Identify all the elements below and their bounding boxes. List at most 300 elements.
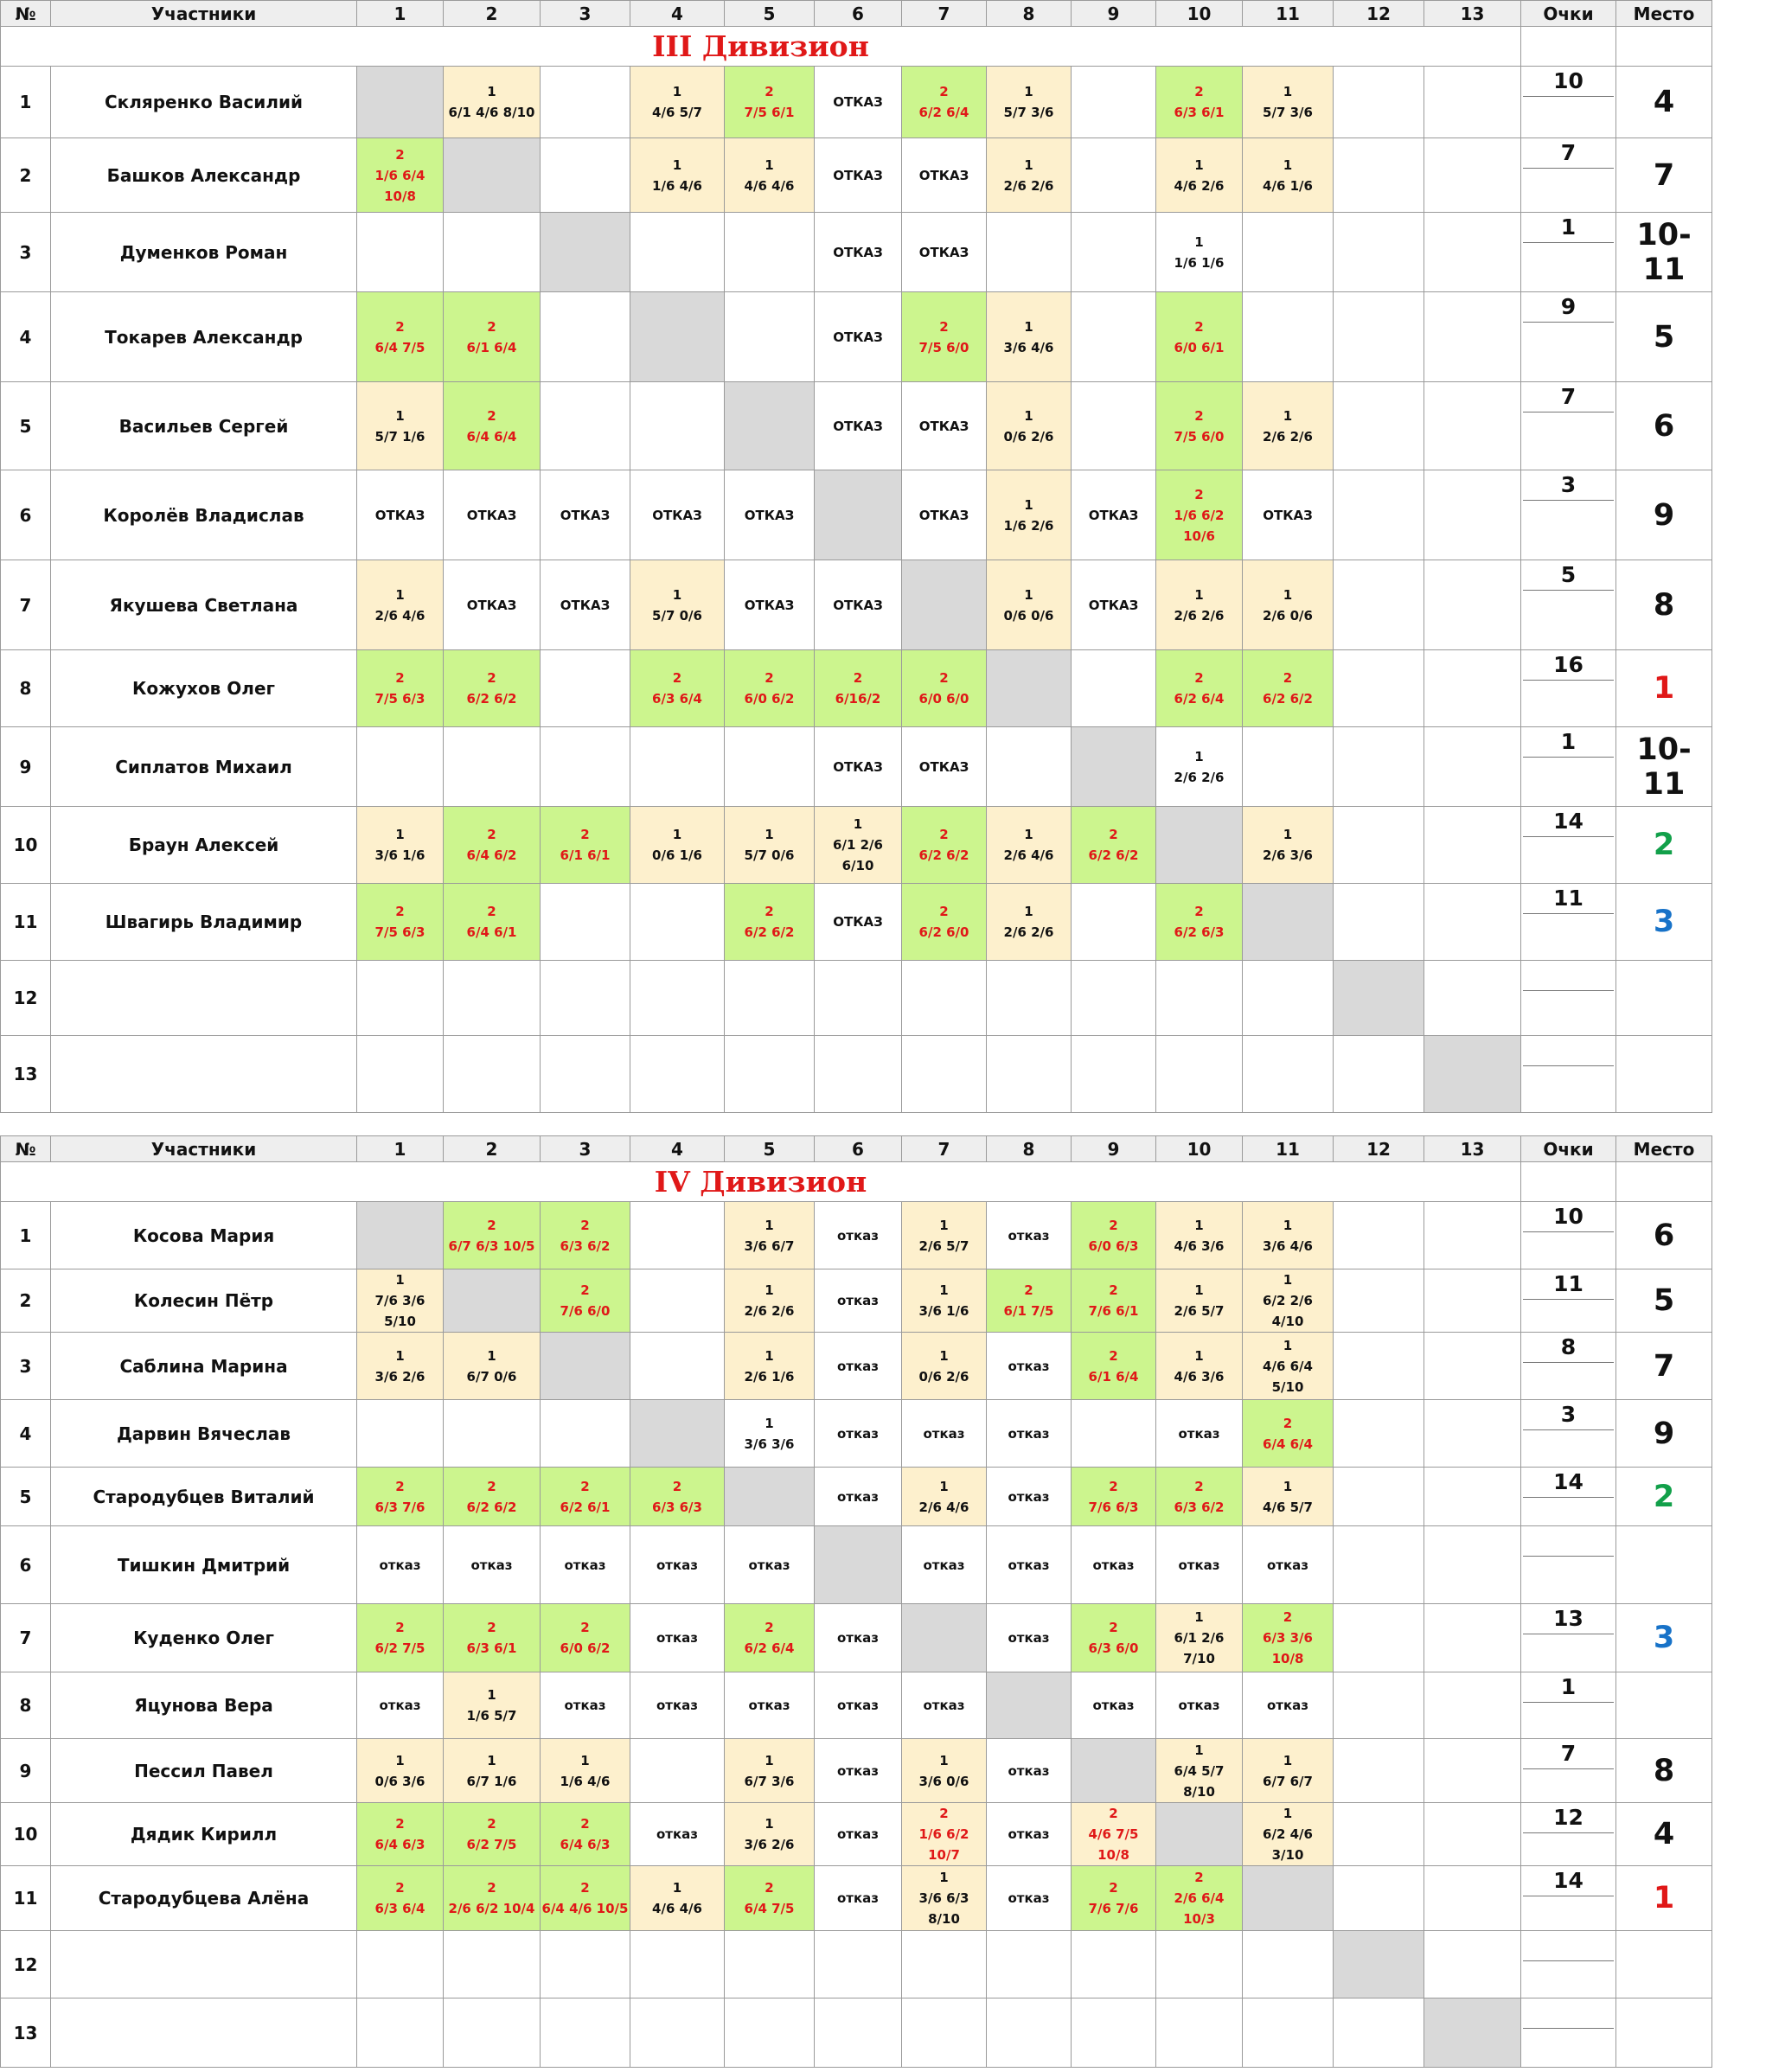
match-cell-4: отказ	[630, 1604, 725, 1672]
match-cell-5: 1 4/6 4/6	[725, 138, 815, 213]
match-cell-1: 1 2/6 4/6	[357, 560, 444, 650]
participant-name: Васильев Сергей	[51, 382, 357, 470]
match-cell-10	[1156, 1931, 1243, 1998]
points-value: 7	[1523, 138, 1614, 169]
match-cell-2: 1 6/7 0/6	[444, 1333, 541, 1400]
table-row	[1, 1526, 1712, 1604]
match-cell-6: ОТКАЗ	[815, 67, 902, 138]
match-cell-12	[1334, 292, 1424, 382]
match-cell-6: отказ	[815, 1468, 902, 1526]
points-value: 16	[1523, 650, 1614, 681]
match-cell-6: ОТКАЗ	[815, 138, 902, 213]
points-value: 14	[1523, 1866, 1614, 1896]
match-cell-4: 1 5/7 0/6	[630, 560, 725, 650]
participant-name: Косова Мария	[51, 1202, 357, 1269]
match-cell-12	[1334, 1672, 1424, 1739]
match-cell-11: 1 4/6 5/7	[1243, 1468, 1334, 1526]
place-value	[1616, 961, 1712, 1036]
match-cell-10: 2 1/6 6/2 10/6	[1156, 470, 1243, 560]
match-cell-5: 1 3/6 3/6	[725, 1400, 815, 1468]
table-row	[1, 961, 1712, 1036]
match-cell-8: 1 2/6 2/6	[987, 884, 1072, 961]
match-cell-10	[1156, 1803, 1243, 1866]
match-cell-10: 1 6/4 5/7 8/10	[1156, 1739, 1243, 1803]
match-cell-11	[1243, 1866, 1334, 1931]
match-cell-4	[630, 1931, 725, 1998]
participant-name: Браун Алексей	[51, 807, 357, 884]
row-number: 4	[1, 1400, 51, 1468]
match-cell-12	[1334, 1739, 1424, 1803]
match-cell-13	[1424, 1672, 1521, 1739]
participant-name: Дядик Кирилл	[51, 1803, 357, 1866]
match-cell-12	[1334, 1400, 1424, 1468]
match-cell-11: 1 5/7 3/6	[1243, 67, 1334, 138]
header-col-9: 9	[1072, 1, 1156, 27]
match-cell-9	[1072, 382, 1156, 470]
match-cell-8	[987, 1036, 1072, 1113]
match-cell-7	[902, 1998, 987, 2068]
header-col-1: 1	[357, 1, 444, 27]
match-cell-10: отказ	[1156, 1672, 1243, 1739]
match-cell-6	[815, 470, 902, 560]
match-cell-11	[1243, 292, 1334, 382]
match-cell-12	[1334, 1526, 1424, 1604]
header-col-7: 7	[902, 1, 987, 27]
header-col-9: 9	[1072, 1136, 1156, 1162]
place-value: 1	[1616, 1866, 1712, 1931]
match-cell-1: 2 6/2 7/5	[357, 1604, 444, 1672]
match-cell-4	[630, 1036, 725, 1113]
match-cell-2: 2 2/6 6/2 10/4	[444, 1866, 541, 1931]
match-cell-2: 2 6/4 6/4	[444, 382, 541, 470]
match-cell-1	[357, 1036, 444, 1113]
match-cell-12	[1334, 1604, 1424, 1672]
match-cell-2: ОТКАЗ	[444, 560, 541, 650]
header-col-3: 3	[541, 1, 630, 27]
match-cell-10: 1 4/6 3/6	[1156, 1333, 1243, 1400]
match-cell-6: ОТКАЗ	[815, 213, 902, 292]
match-cell-8: 1 2/6 4/6	[987, 807, 1072, 884]
points-value: 13	[1523, 1604, 1614, 1634]
participant-name	[51, 1998, 357, 2068]
table-row	[1, 1202, 1712, 1269]
table-row	[1, 1036, 1712, 1113]
table-row	[1, 213, 1712, 292]
match-cell-2: 1 6/1 4/6 8/10	[444, 67, 541, 138]
match-cell-5: 2 6/4 7/5	[725, 1866, 815, 1931]
match-cell-13	[1424, 138, 1521, 213]
table-row	[1, 1931, 1712, 1998]
match-cell-9	[1072, 961, 1156, 1036]
match-cell-11: 1 4/6 6/4 5/10	[1243, 1333, 1334, 1400]
header-col-13: 13	[1424, 1, 1521, 27]
match-cell-10: 1 2/6 2/6	[1156, 727, 1243, 807]
match-cell-9	[1072, 1998, 1156, 2068]
points-value: 1	[1523, 213, 1614, 243]
match-cell-8: отказ	[987, 1526, 1072, 1604]
match-cell-1: 2 7/5 6/3	[357, 650, 444, 727]
match-cell-9	[1072, 884, 1156, 961]
match-cell-10: 1 1/6 1/6	[1156, 213, 1243, 292]
place-value: 6	[1616, 382, 1712, 470]
match-cell-8: отказ	[987, 1866, 1072, 1931]
match-cell-9	[1072, 1931, 1156, 1998]
table-row	[1, 1866, 1712, 1931]
match-cell-11	[1243, 727, 1334, 807]
points-value: 10	[1523, 1202, 1614, 1232]
match-cell-10: 1 4/6 2/6	[1156, 138, 1243, 213]
match-cell-13	[1424, 650, 1521, 727]
match-cell-7: отказ	[902, 1672, 987, 1739]
match-cell-4: ОТКАЗ	[630, 470, 725, 560]
table-row	[1, 727, 1712, 807]
match-cell-8	[987, 1998, 1072, 2068]
place-value	[1616, 1931, 1712, 1998]
place-value: 10-11	[1616, 727, 1712, 807]
match-cell-1	[357, 1931, 444, 1998]
table-row	[1, 1803, 1712, 1866]
match-cell-9	[1072, 1036, 1156, 1113]
points-value: 14	[1523, 1468, 1614, 1498]
points-cell	[1521, 138, 1616, 213]
place-value: 4	[1616, 1803, 1712, 1866]
title-place-cell	[1616, 1162, 1712, 1202]
match-cell-8: 1 0/6 2/6	[987, 382, 1072, 470]
match-cell-1: 2 1/6 6/4 10/8	[357, 138, 444, 213]
match-cell-12	[1334, 1333, 1424, 1400]
match-cell-10: отказ	[1156, 1526, 1243, 1604]
match-cell-5	[725, 292, 815, 382]
match-cell-3	[541, 961, 630, 1036]
header-col-8: 8	[987, 1136, 1072, 1162]
match-cell-3: 2 6/3 6/2	[541, 1202, 630, 1269]
match-cell-9	[1072, 650, 1156, 727]
row-number: 8	[1, 650, 51, 727]
match-cell-1	[357, 67, 444, 138]
match-cell-13	[1424, 1526, 1521, 1604]
match-cell-3: ОТКАЗ	[541, 470, 630, 560]
row-number: 11	[1, 884, 51, 961]
match-cell-7	[902, 961, 987, 1036]
match-cell-12	[1334, 382, 1424, 470]
match-cell-3: 2 6/1 6/1	[541, 807, 630, 884]
participant-name: Кожухов Олег	[51, 650, 357, 727]
match-cell-11	[1243, 884, 1334, 961]
match-cell-13	[1424, 382, 1521, 470]
row-number: 5	[1, 382, 51, 470]
points-cell	[1521, 67, 1616, 138]
title-place-cell	[1616, 27, 1712, 67]
match-cell-1: отказ	[357, 1526, 444, 1604]
match-cell-11: ОТКАЗ	[1243, 470, 1334, 560]
match-cell-3: отказ	[541, 1672, 630, 1739]
place-value: 3	[1616, 884, 1712, 961]
points-cell	[1521, 727, 1616, 807]
place-value: 10-11	[1616, 213, 1712, 292]
match-cell-13	[1424, 1202, 1521, 1269]
match-cell-8: 1 1/6 2/6	[987, 470, 1072, 560]
match-cell-11	[1243, 961, 1334, 1036]
match-cell-5: 1 2/6 2/6	[725, 1269, 815, 1333]
match-cell-5: 1 3/6 2/6	[725, 1803, 815, 1866]
match-cell-13	[1424, 1739, 1521, 1803]
participant-name: Пессил Павел	[51, 1739, 357, 1803]
match-cell-12	[1334, 1998, 1424, 2068]
match-cell-11	[1243, 1036, 1334, 1113]
participant-name: Швагирь Владимир	[51, 884, 357, 961]
points-value: 5	[1523, 560, 1614, 591]
header-col-5: 5	[725, 1136, 815, 1162]
match-cell-8: отказ	[987, 1400, 1072, 1468]
match-cell-1: 2 6/4 7/5	[357, 292, 444, 382]
match-cell-2: 1 6/7 1/6	[444, 1739, 541, 1803]
match-cell-8: отказ	[987, 1803, 1072, 1866]
participant-name: Королёв Владислав	[51, 470, 357, 560]
match-cell-9	[1072, 292, 1156, 382]
match-cell-6: отказ	[815, 1333, 902, 1400]
row-number: 13	[1, 1998, 51, 2068]
table-row	[1, 1672, 1712, 1739]
match-cell-3	[541, 1400, 630, 1468]
match-cell-8: отказ	[987, 1333, 1072, 1400]
table-row	[1, 470, 1712, 560]
match-cell-12	[1334, 1931, 1424, 1998]
match-cell-12	[1334, 67, 1424, 138]
points-cell	[1521, 1202, 1616, 1269]
match-cell-5	[725, 1468, 815, 1526]
match-cell-8: отказ	[987, 1604, 1072, 1672]
points-value: 8	[1523, 1333, 1614, 1363]
match-cell-9	[1072, 1400, 1156, 1468]
match-cell-6: отказ	[815, 1400, 902, 1468]
row-number: 4	[1, 292, 51, 382]
match-cell-5: 1 3/6 6/7	[725, 1202, 815, 1269]
match-cell-10: отказ	[1156, 1400, 1243, 1468]
match-cell-2: 2 6/7 6/3 10/5	[444, 1202, 541, 1269]
header-col-13: 13	[1424, 1136, 1521, 1162]
header-col-1: 1	[357, 1136, 444, 1162]
participant-name: Стародубцева Алёна	[51, 1866, 357, 1931]
match-cell-7: отказ	[902, 1526, 987, 1604]
participant-name: Якушева Светлана	[51, 560, 357, 650]
match-cell-13	[1424, 961, 1521, 1036]
match-cell-2: 2 6/1 6/4	[444, 292, 541, 382]
match-cell-5	[725, 382, 815, 470]
points-value: 7	[1523, 382, 1614, 412]
match-cell-7: ОТКАЗ	[902, 213, 987, 292]
row-number: 6	[1, 470, 51, 560]
match-cell-3	[541, 884, 630, 961]
match-cell-2	[444, 1269, 541, 1333]
match-cell-4: отказ	[630, 1803, 725, 1866]
match-cell-2	[444, 138, 541, 213]
match-cell-12	[1334, 1202, 1424, 1269]
match-cell-12	[1334, 1269, 1424, 1333]
match-cell-6: отказ	[815, 1604, 902, 1672]
match-cell-5	[725, 213, 815, 292]
match-cell-4	[630, 727, 725, 807]
participant-name: Дарвин Вячеслав	[51, 1400, 357, 1468]
match-cell-3	[541, 138, 630, 213]
match-cell-12	[1334, 1803, 1424, 1866]
match-cell-2	[444, 1036, 541, 1113]
place-value: 5	[1616, 292, 1712, 382]
header-col-2: 2	[444, 1, 541, 27]
match-cell-12	[1334, 650, 1424, 727]
match-cell-9: 2 6/3 6/0	[1072, 1604, 1156, 1672]
match-cell-10: 1 6/1 2/6 7/10	[1156, 1604, 1243, 1672]
match-cell-9: отказ	[1072, 1526, 1156, 1604]
table-row	[1, 1604, 1712, 1672]
match-cell-10: 2 6/2 6/3	[1156, 884, 1243, 961]
match-cell-3	[541, 1036, 630, 1113]
header-col-6: 6	[815, 1, 902, 27]
match-cell-7: 1 0/6 2/6	[902, 1333, 987, 1400]
match-cell-9: отказ	[1072, 1672, 1156, 1739]
participant-name: Токарев Александр	[51, 292, 357, 382]
table-row	[1, 292, 1712, 382]
match-cell-3	[541, 727, 630, 807]
match-cell-3	[541, 292, 630, 382]
points-cell	[1521, 1604, 1616, 1672]
match-cell-10: 1 4/6 3/6	[1156, 1202, 1243, 1269]
participant-name: Стародубцев Виталий	[51, 1468, 357, 1526]
match-cell-2: 2 6/3 6/1	[444, 1604, 541, 1672]
match-cell-6	[815, 1036, 902, 1113]
match-cell-7: 2 7/5 6/0	[902, 292, 987, 382]
points-cell	[1521, 1269, 1616, 1333]
match-cell-9	[1072, 213, 1156, 292]
points-cell	[1521, 1526, 1616, 1604]
points-cell	[1521, 1468, 1616, 1526]
header-col-10: 10	[1156, 1, 1243, 27]
match-cell-1	[357, 961, 444, 1036]
match-cell-9	[1072, 138, 1156, 213]
match-cell-11	[1243, 1931, 1334, 1998]
match-cell-8: 1 0/6 0/6	[987, 560, 1072, 650]
header-col-12: 12	[1334, 1, 1424, 27]
points-cell	[1521, 1866, 1616, 1931]
table-row	[1, 1400, 1712, 1468]
match-cell-11: 2 6/2 6/2	[1243, 650, 1334, 727]
match-cell-7: 1 3/6 0/6	[902, 1739, 987, 1803]
participant-name	[51, 961, 357, 1036]
points-value: 1	[1523, 727, 1614, 758]
match-cell-1	[357, 213, 444, 292]
division-title: IV Дивизион	[1, 1162, 1521, 1202]
match-cell-8	[987, 727, 1072, 807]
match-cell-11: 1 2/6 3/6	[1243, 807, 1334, 884]
match-cell-12	[1334, 470, 1424, 560]
match-cell-4	[630, 1400, 725, 1468]
match-cell-5	[725, 961, 815, 1036]
match-cell-1: 2 6/4 6/3	[357, 1803, 444, 1866]
match-cell-11: 1 2/6 0/6	[1243, 560, 1334, 650]
match-cell-5	[725, 1036, 815, 1113]
match-cell-13	[1424, 1931, 1521, 1998]
match-cell-9: 2 7/6 7/6	[1072, 1866, 1156, 1931]
match-cell-2: 2 6/4 6/1	[444, 884, 541, 961]
header-col-6: 6	[815, 1136, 902, 1162]
points-value: 7	[1523, 1739, 1614, 1769]
row-number: 9	[1, 1739, 51, 1803]
match-cell-8	[987, 650, 1072, 727]
match-cell-9: 2 7/6 6/1	[1072, 1269, 1156, 1333]
match-cell-8: 1 2/6 2/6	[987, 138, 1072, 213]
match-cell-12	[1334, 1036, 1424, 1113]
match-cell-6: отказ	[815, 1269, 902, 1333]
match-cell-7: 2 6/2 6/2	[902, 807, 987, 884]
match-cell-3: 2 6/4 6/3	[541, 1803, 630, 1866]
points-value	[1523, 1998, 1614, 2029]
match-cell-6: ОТКАЗ	[815, 727, 902, 807]
points-cell	[1521, 292, 1616, 382]
row-number: 6	[1, 1526, 51, 1604]
match-cell-5: ОТКАЗ	[725, 470, 815, 560]
points-value	[1523, 1931, 1614, 1961]
match-cell-5	[725, 1931, 815, 1998]
match-cell-4	[630, 1333, 725, 1400]
match-cell-2	[444, 1400, 541, 1468]
participant-name: Тишкин Дмитрий	[51, 1526, 357, 1604]
match-cell-3	[541, 1333, 630, 1400]
match-cell-3	[541, 1931, 630, 1998]
match-cell-13	[1424, 1036, 1521, 1113]
match-cell-7: ОТКАЗ	[902, 727, 987, 807]
match-cell-6	[815, 1526, 902, 1604]
match-cell-2	[444, 213, 541, 292]
match-cell-2	[444, 961, 541, 1036]
match-cell-12	[1334, 807, 1424, 884]
header-col-11: 11	[1243, 1, 1334, 27]
points-value: 9	[1523, 292, 1614, 323]
match-cell-2	[444, 1998, 541, 2068]
row-number: 3	[1, 213, 51, 292]
match-cell-2: ОТКАЗ	[444, 470, 541, 560]
match-cell-3: 2 7/6 6/0	[541, 1269, 630, 1333]
match-cell-10: 2 2/6 6/4 10/3	[1156, 1866, 1243, 1931]
match-cell-3	[541, 1998, 630, 2068]
match-cell-7: ОТКАЗ	[902, 382, 987, 470]
division-title: III Дивизион	[1, 27, 1521, 67]
match-cell-5: 2 6/2 6/2	[725, 884, 815, 961]
points-cell	[1521, 1931, 1616, 1998]
match-cell-7: отказ	[902, 1400, 987, 1468]
match-cell-10	[1156, 961, 1243, 1036]
points-cell	[1521, 650, 1616, 727]
match-cell-9: 2 4/6 7/5 10/8	[1072, 1803, 1156, 1866]
match-cell-10: 1 2/6 5/7	[1156, 1269, 1243, 1333]
header-participants: Участники	[51, 1136, 357, 1162]
match-cell-2	[444, 1931, 541, 1998]
match-cell-8: 2 6/1 7/5	[987, 1269, 1072, 1333]
participant-name: Скляренко Василий	[51, 67, 357, 138]
division-table-4	[0, 1135, 1712, 2068]
table-row	[1, 650, 1712, 727]
match-cell-13	[1424, 560, 1521, 650]
points-cell	[1521, 382, 1616, 470]
match-cell-8: отказ	[987, 1739, 1072, 1803]
match-cell-1	[357, 1202, 444, 1269]
match-cell-10	[1156, 807, 1243, 884]
row-number: 3	[1, 1333, 51, 1400]
match-cell-7	[902, 560, 987, 650]
points-cell	[1521, 1998, 1616, 2068]
match-cell-8	[987, 961, 1072, 1036]
match-cell-12	[1334, 213, 1424, 292]
match-cell-5: 2 7/5 6/1	[725, 67, 815, 138]
match-cell-1: отказ	[357, 1672, 444, 1739]
